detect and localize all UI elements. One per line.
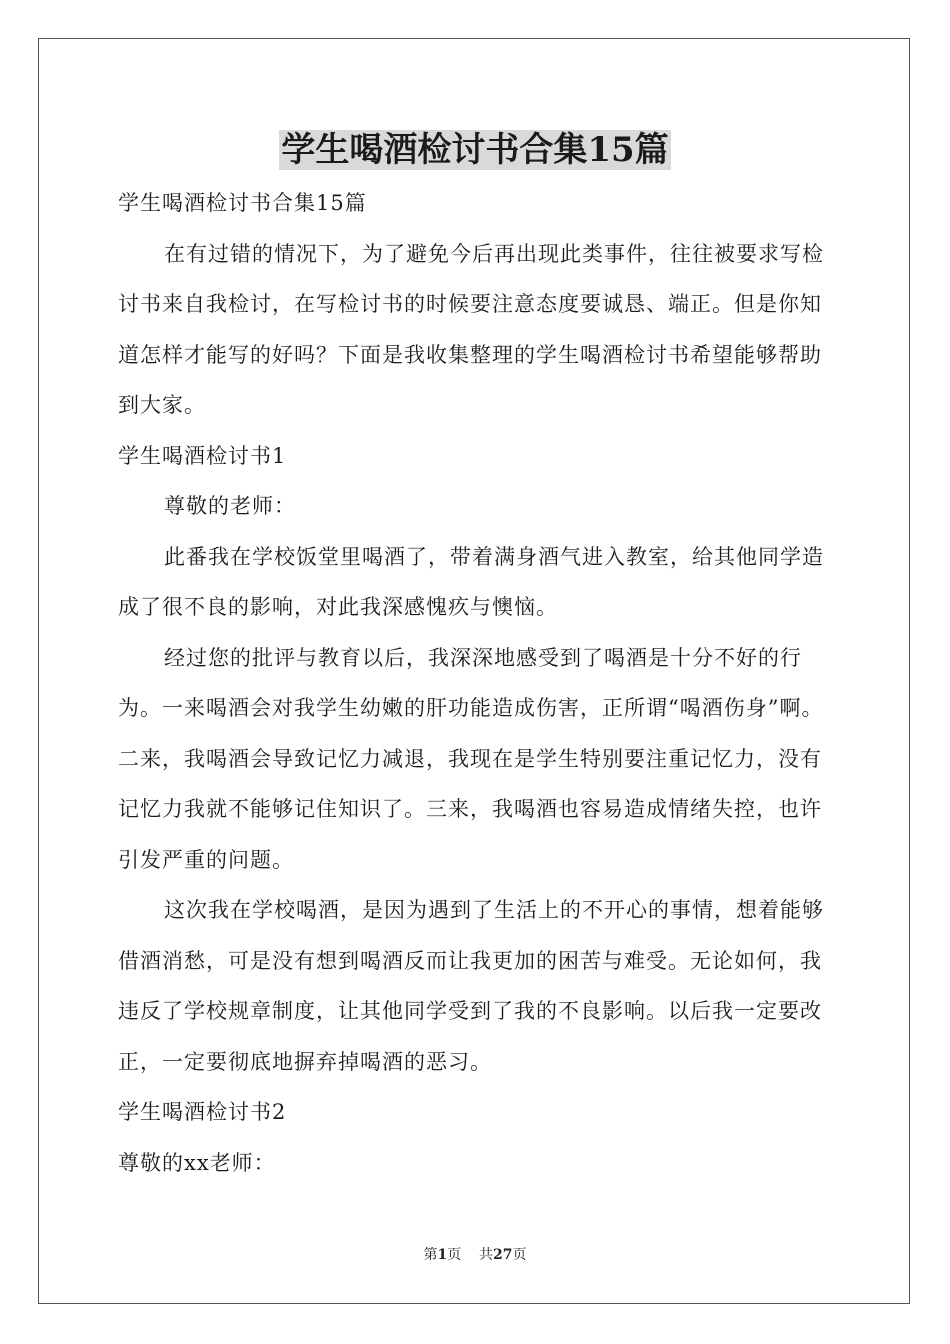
total-prefix: 共 bbox=[479, 1247, 494, 1263]
document-title-text: 学生喝酒检讨书合集15篇 bbox=[281, 130, 669, 170]
document-body bbox=[118, 178, 836, 1188]
intro-paragraph: 在有过错的情况下，为了避免今后再出现此类事件，往往被要求写检讨书来自我检讨，在写检讨书的时候要注意态度要诚恳、端正。但是你知道怎样才能写的好吗？下面是我收集整理的学生喝酒检讨书希望能够帮助到大家。 bbox=[118, 241, 824, 417]
section-heading-2: 学生喝酒检讨书2 bbox=[118, 1100, 287, 1124]
section-heading-1: 学生喝酒检讨书1 bbox=[118, 443, 287, 468]
page-number: 1 bbox=[437, 1247, 448, 1263]
total-suffix: 页 bbox=[512, 1247, 527, 1263]
page-footer bbox=[0, 1245, 950, 1265]
salutation-2: 尊敬的xx老师： bbox=[118, 1150, 276, 1175]
page-prefix: 第 bbox=[423, 1247, 438, 1263]
subtitle-line: 学生喝酒检讨书合集15篇 bbox=[118, 191, 367, 215]
salutation-1: 尊敬的老师： bbox=[164, 494, 296, 518]
page-suffix: 页 bbox=[447, 1247, 462, 1263]
total-pages: 27 bbox=[493, 1247, 513, 1263]
body-paragraph: 此番我在学校饭堂里喝酒了，带着满身酒气进入教室，给其他同学造成了很不良的影响，对此我深感愧疚与懊恼。 bbox=[118, 544, 824, 619]
body-paragraph: 经过您的批评与教育以后，我深深地感受到了喝酒是十分不好的行为。一来喝酒会对我学生幼嫩的肝功能造成伤害，正所谓“喝酒伤身”啊。二来，我喝酒会导致记忆力减退，我现在是学生特别要注重记忆力，没有记忆力我就不能够记住知识了。三来，我喝酒也容易造成情绪失控，也许引发严重的问题。 bbox=[118, 645, 824, 872]
body-paragraph: 这次我在学校喝酒，是因为遇到了生活上的不开心的事情，想着能够借酒消愁，可是没有想到喝酒反而让我更加的困苦与难受。无论如何，我违反了学校规章制度，让其他同学受到了我的不良影响。以后我一定要改正，一定要彻底地摒弃掉喝酒的恶习。 bbox=[118, 898, 824, 1074]
document-title bbox=[0, 126, 950, 174]
